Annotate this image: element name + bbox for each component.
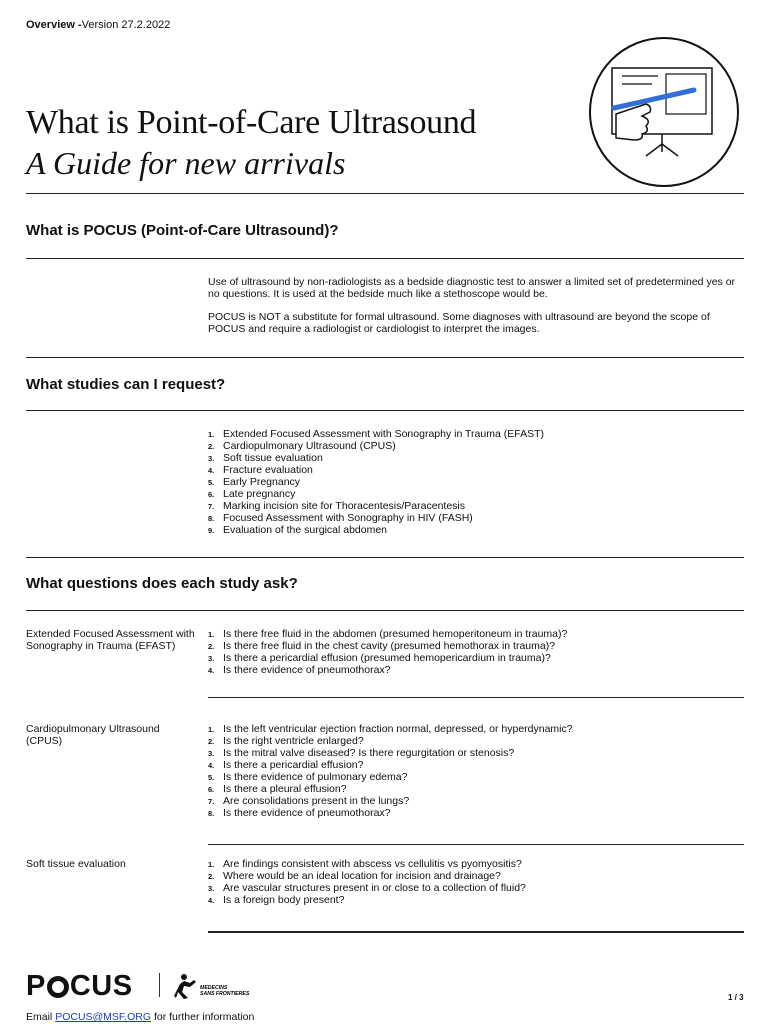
target-icon [47, 976, 69, 998]
list-item: Is there a pericardial effusion? [223, 759, 364, 771]
definition-paragraph: Use of ultrasound by non-radiologists as a bedside diagnostic test to answer a limited set of predetermined yes or no questions. It is used at the bedside much like a stethoscope would be. [208, 276, 736, 300]
msf-logo [170, 972, 250, 1000]
study-label-efast: Extended Focused Assessment with Sonography in Trauma (EFAST) [26, 628, 195, 652]
list-item: Are vascular structures present in or close to a collection of fluid? [223, 882, 526, 894]
contact-prefix: Email [26, 1011, 56, 1023]
page-title: What is Point-of-Care Ultrasound [26, 104, 477, 141]
studies-list [208, 428, 544, 536]
section-heading: What is POCUS (Point-of-Care Ultrasound)? [26, 222, 339, 239]
divider [26, 610, 744, 611]
divider [208, 844, 744, 845]
divider [26, 357, 744, 358]
list-item: Are consolidations present in the lungs? [223, 795, 410, 807]
list-item: Is there evidence of pneumothorax? [223, 807, 391, 819]
list-item: Is the mitral valve diseased? Is there regurgitation or stenosis? [223, 747, 515, 759]
soft-tissue-questions [208, 858, 526, 906]
section-heading: What studies can I request? [26, 376, 226, 393]
list-item: Extended Focused Assessment with Sonography in Trauma (EFAST) [223, 428, 544, 440]
page-subtitle: A Guide for new arrivals [26, 145, 346, 181]
list-item: Marking incision site for Thoracentesis/Paracentesis [223, 500, 465, 512]
list-item: Is there evidence of pulmonary edema? [223, 771, 408, 783]
pocus-logo [26, 970, 133, 1003]
contact-suffix: for further information [151, 1011, 255, 1023]
logo-divider [159, 973, 160, 997]
divider [26, 258, 744, 259]
list-item: Is there a pleural effusion? [223, 783, 347, 795]
version-text: Version 27.2.2022 [81, 19, 171, 31]
divider [26, 410, 744, 411]
list-item: Evaluation of the surgical abdomen [223, 524, 388, 536]
contact-line [26, 1011, 254, 1023]
list-item: Soft tissue evaluation [223, 452, 323, 464]
msf-name-line1: MEDECINS [200, 985, 228, 991]
list-item: Cardiopulmonary Ultrasound (CPUS) [223, 440, 396, 452]
list-item: Late pregnancy [223, 488, 296, 500]
efast-questions [208, 628, 567, 676]
page-number: 1 / 3 [728, 993, 744, 1002]
list-item: Fracture evaluation [223, 464, 313, 476]
section-heading: What questions does each study ask? [26, 575, 298, 592]
cpus-questions [208, 723, 573, 819]
disclaimer-paragraph: POCUS is NOT a substitute for formal ultrasound. Some diagnoses with ultrasound are beyond the scope of POCUS and require a radiologist or cardiologist to interpret the images. [208, 311, 710, 335]
study-label-soft-tissue: Soft tissue evaluation [26, 858, 126, 870]
email-link[interactable]: POCUS@MSF.ORG [55, 1011, 152, 1023]
list-item: Is there free fluid in the chest cavity (presumed hemothorax in trauma)? [223, 640, 556, 652]
list-item: Is there free fluid in the abdomen (presumed hemoperitoneum in trauma)? [223, 628, 568, 640]
presentation-pointer-icon [586, 52, 742, 170]
list-item: Is there evidence of pneumothorax? [223, 664, 391, 676]
divider [208, 931, 744, 933]
divider [26, 193, 744, 194]
list-item: Is the right ventricle enlarged? [223, 735, 364, 747]
list-item: Where would be an ideal location for incision and drainage? [223, 870, 501, 882]
list-item: Is there a pericardial effusion (presumed hemopericardium in trauma)? [223, 652, 551, 664]
list-item: Focused Assessment with Sonography in HIV (FASH) [223, 512, 473, 524]
list-item: Early Pregnancy [223, 476, 301, 488]
list-item: Is a foreign body present? [223, 894, 345, 906]
divider [208, 697, 744, 698]
document-version [26, 19, 170, 31]
divider [26, 557, 744, 558]
study-label-cpus: Cardiopulmonary Ultrasound (CPUS) [26, 723, 160, 747]
overview-label: Overview - [26, 19, 82, 31]
msf-name-line2: SANS FRONTIERES [200, 991, 250, 997]
list-item: Are findings consistent with abscess vs cellulitis vs pyomyositis? [223, 858, 522, 870]
list-item: Is the left ventricular ejection fraction normal, depressed, or hyperdynamic? [223, 723, 573, 735]
logo-letters: CUS [69, 970, 133, 1002]
logo-letter-p: P [26, 970, 46, 1002]
